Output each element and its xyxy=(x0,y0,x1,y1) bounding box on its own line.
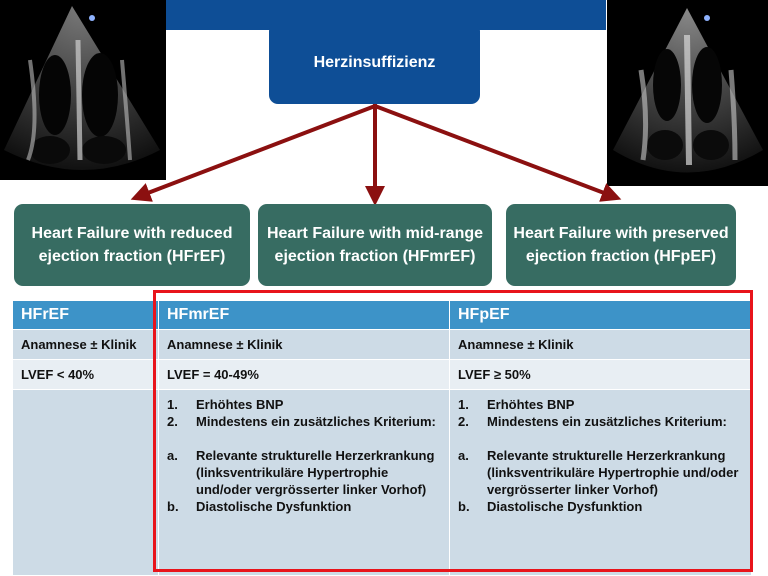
category-label-hfref: Heart Failure with reduced ejection fraction (HFrEF) xyxy=(31,225,233,265)
list-item: 1. Erhöhtes BNP xyxy=(458,397,575,412)
category-node-hfref xyxy=(14,204,250,286)
criteria-table xyxy=(12,300,752,576)
list-item: 2. Mindestens ein zusätzliches Kriterium: xyxy=(458,414,727,429)
table-header-row xyxy=(13,301,752,330)
cell-anamnese-hfpef: Anamnese ± Klinik xyxy=(450,330,752,360)
list-item: 2. Mindestens ein zusätzliches Kriterium: xyxy=(167,414,436,429)
root-node-heart-failure xyxy=(269,22,480,104)
cell-anamnese-hfmref: Anamnese ± Klinik xyxy=(159,330,450,360)
list-item: a. Relevante strukturelle Herzerkrankung (linksventrikuläre Hypertrophie und/oder vergrösserter linker Vorhof) xyxy=(458,448,739,497)
arrow-to-hfref xyxy=(140,106,375,196)
list-item: 1. Erhöhtes BNP xyxy=(167,397,284,412)
table-row-lvef xyxy=(13,360,752,390)
table-row-criteria xyxy=(13,390,752,576)
cell-lvef-hfpef: LVEF ≥ 50% xyxy=(450,360,752,390)
cell-lvef-hfref: LVEF < 40% xyxy=(13,360,159,390)
cell-lvef-hfmref: LVEF = 40-49% xyxy=(159,360,450,390)
category-label-hfpef: Heart Failure with preserved ejection fraction (HFpEF) xyxy=(513,225,729,265)
cell-criteria-hfmref xyxy=(159,390,450,576)
category-node-hfpef xyxy=(506,204,736,286)
header-hfpef: HFpEF xyxy=(450,301,752,330)
cell-criteria-hfpef xyxy=(450,390,752,576)
list-item: a. Relevante strukturelle Herzerkrankung (linksventrikuläre Hypertrophie und/oder vergrösserter linker Vorhof) xyxy=(167,448,435,497)
list-item: b. Diastolische Dysfunktion xyxy=(167,499,352,514)
header-hfmref: HFmrEF xyxy=(159,301,450,330)
category-node-hfmref xyxy=(258,204,492,286)
table-row-anamnese xyxy=(13,330,752,360)
cell-anamnese-hfref: Anamnese ± Klinik xyxy=(13,330,159,360)
cell-criteria-hfref xyxy=(13,390,159,576)
root-node-label: Herzinsuffizienz xyxy=(313,54,436,71)
arrow-to-hfpef xyxy=(375,106,612,196)
category-label-hfmref: Heart Failure with mid-range ejection fraction (HFmrEF) xyxy=(266,225,484,265)
list-item: b. Diastolische Dysfunktion xyxy=(458,499,643,514)
header-hfref: HFrEF xyxy=(13,301,159,330)
